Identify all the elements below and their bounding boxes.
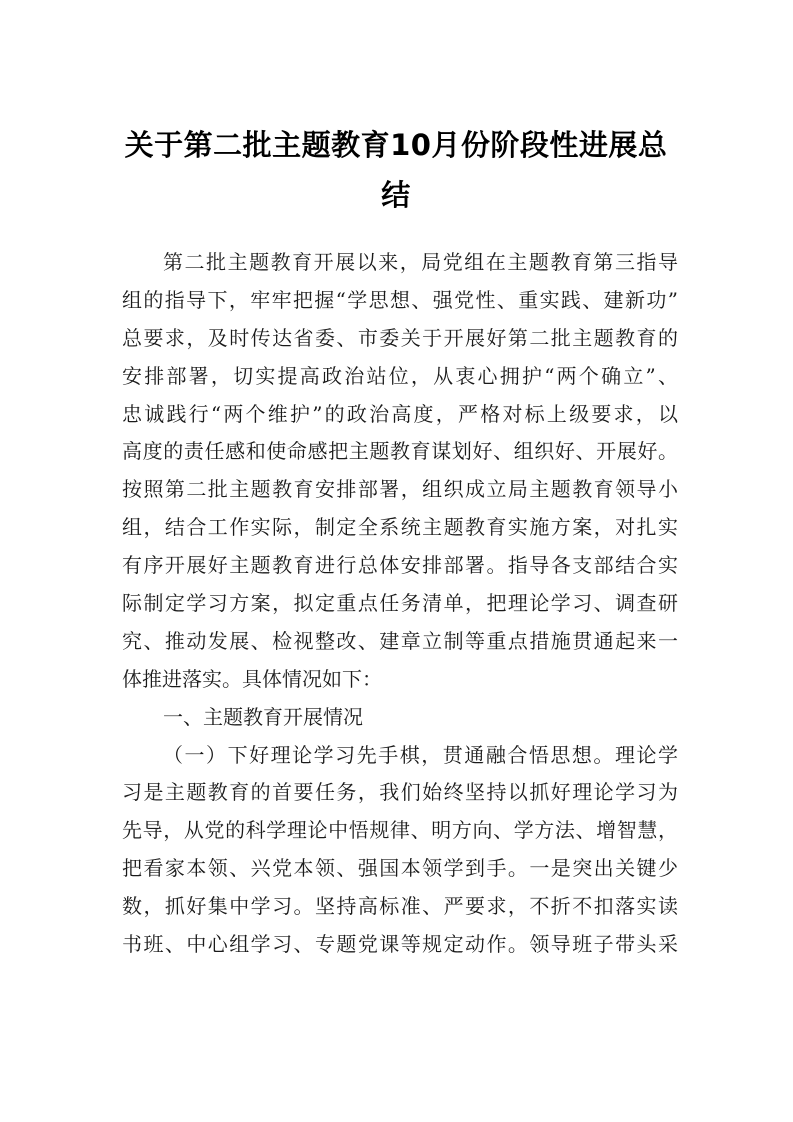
paragraph-line: （一）下好理论学习先手棋，贯通融合悟思想。理论学: [163, 742, 678, 767]
paragraph-line: 习是主题教育的首要任务，我们始终坚持以抓好理论学习为: [122, 780, 678, 805]
paragraph-line: 总要求，及时传达省委、市委关于开展好第二批主题教育的: [122, 325, 678, 350]
paragraph-line: 把看家本领、兴党本领、强国本领学到手。一是突出关键少: [122, 856, 678, 881]
document-body: [122, 244, 678, 964]
paragraph-line: 第二批主题教育开展以来，局党组在主题教育第三指导: [163, 250, 678, 274]
paragraph-line: 组的指导下，牢牢把握“学思想、强党性、重实践、建新功”: [122, 287, 678, 312]
paragraph-line: 按照第二批主题教育安排部署，组织成立局主题教育领导小: [122, 477, 678, 502]
section-heading: 一、主题教育开展情况: [163, 704, 363, 729]
paragraph-line: 忠诚践行“两个维护”的政治高度，严格对标上级要求，以: [122, 401, 678, 426]
paragraph-line: 体推进落实。具体情况如下：: [122, 666, 382, 691]
paragraph-line: 先导，从党的科学理论中悟规律、明方向、学方法、增智慧，: [122, 818, 678, 843]
paragraph-line: 究、推动发展、检视整改、建章立制等重点措施贯通起来一: [122, 628, 678, 653]
paragraph-line: 组，结合工作实际，制定全系统主题教育实施方案，对扎实: [122, 515, 678, 540]
paragraph-line: 安排部署，切实提高政治站位，从衷心拥护“两个确立”、: [122, 363, 678, 388]
paragraph-line: 高度的责任感和使命感把主题教育谋划好、组织好、开展好。: [122, 439, 678, 464]
paragraph-line: 数，抓好集中学习。坚持高标准、严要求，不折不扣落实读: [122, 894, 678, 919]
paragraph-line: 有序开展好主题教育进行总体安排部署。指导各支部结合实: [122, 553, 678, 578]
paragraph-line: 际制定学习方案，拟定重点任务清单，把理论学习、调查研: [122, 591, 678, 616]
paragraph-line: 书班、中心组学习、专题党课等规定动作。领导班子带头采: [122, 932, 678, 957]
document-title: 关于第二批主题教育10月份阶段性进展总结: [124, 128, 668, 212]
